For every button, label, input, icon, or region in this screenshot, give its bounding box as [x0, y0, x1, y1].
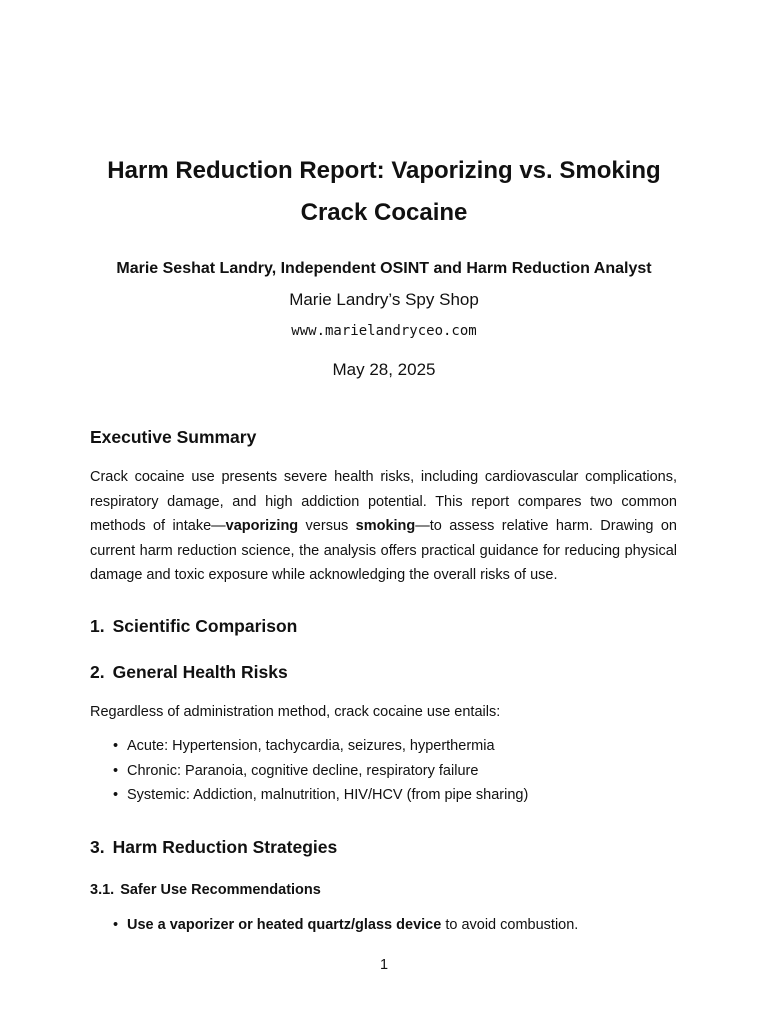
- section-3-title: Harm Reduction Strategies: [112, 837, 338, 857]
- list-item-text: Chronic: Paranoia, cognitive decline, respiratory failure: [127, 762, 479, 779]
- subsection-3-1-title: Safer Use Recommendations: [120, 882, 321, 898]
- document-date: May 28, 2025: [332, 360, 436, 379]
- list-item: [113, 759, 528, 784]
- organization-line: Marie Landry’s Spy Shop: [289, 290, 479, 309]
- list-item-text: Systemic: Addiction, malnutrition, HIV/HCV (from pipe sharing): [127, 787, 529, 803]
- list-item: [113, 913, 578, 938]
- subsection-3-1-heading: [90, 880, 321, 900]
- section-3-number: 3.: [90, 837, 105, 857]
- section-1-heading: [90, 615, 297, 637]
- health-risks-list: [113, 734, 528, 808]
- bullet-icon: •: [113, 762, 119, 779]
- website-url[interactable]: www.marielandryceo.com: [291, 323, 477, 339]
- page-number: 1: [379, 957, 389, 973]
- section-2-title: General Health Risks: [112, 662, 288, 682]
- safer-use-list: [113, 913, 578, 938]
- subsection-3-1-number: 3.1.: [90, 882, 115, 898]
- author-line: Marie Seshat Landry, Independent OSINT and Harm Reduction Analyst: [116, 260, 652, 277]
- section-2-heading: [90, 661, 288, 683]
- section-3-heading: [90, 836, 337, 858]
- list-item-bold-text: Use a vaporizer or heated quartz/glass device: [127, 917, 442, 933]
- list-item: [113, 783, 528, 808]
- summary-text-3: —to assess relative harm. Drawing on current harm reduction science, the analysis offers practical guidance for reducing physical damage and toxic exposure while acknowledging the overall risks of use.: [90, 518, 677, 583]
- section-2-number: 2.: [90, 662, 105, 682]
- list-item-text: to avoid combustion.: [441, 917, 579, 933]
- bullet-icon: •: [113, 787, 119, 803]
- executive-summary-heading: Executive Summary: [90, 427, 257, 447]
- section-1-title: Scientific Comparison: [112, 616, 298, 636]
- summary-bold-smoking: smoking: [355, 518, 416, 534]
- summary-text-2: versus: [298, 518, 356, 534]
- summary-bold-vaporizing: vaporizing: [225, 518, 299, 534]
- list-item: [113, 734, 528, 759]
- list-item-text: Acute: Hypertension, tachycardia, seizures, hyperthermia: [127, 738, 495, 754]
- summary-text-1: Crack cocaine use presents severe health risks, including cardiovascular complications, respiratory damage, and high addiction potential. This report compares two common methods of intake—: [90, 469, 677, 534]
- section-2-intro: Regardless of administration method, crack cocaine use entails:: [90, 704, 501, 720]
- document-title: Harm Reduction Report: Vaporizing vs. Smoking Crack Cocaine: [107, 157, 661, 226]
- bullet-icon: •: [113, 917, 119, 933]
- bullet-icon: •: [113, 738, 119, 754]
- section-1-number: 1.: [90, 616, 105, 636]
- executive-summary-paragraph: [90, 465, 677, 588]
